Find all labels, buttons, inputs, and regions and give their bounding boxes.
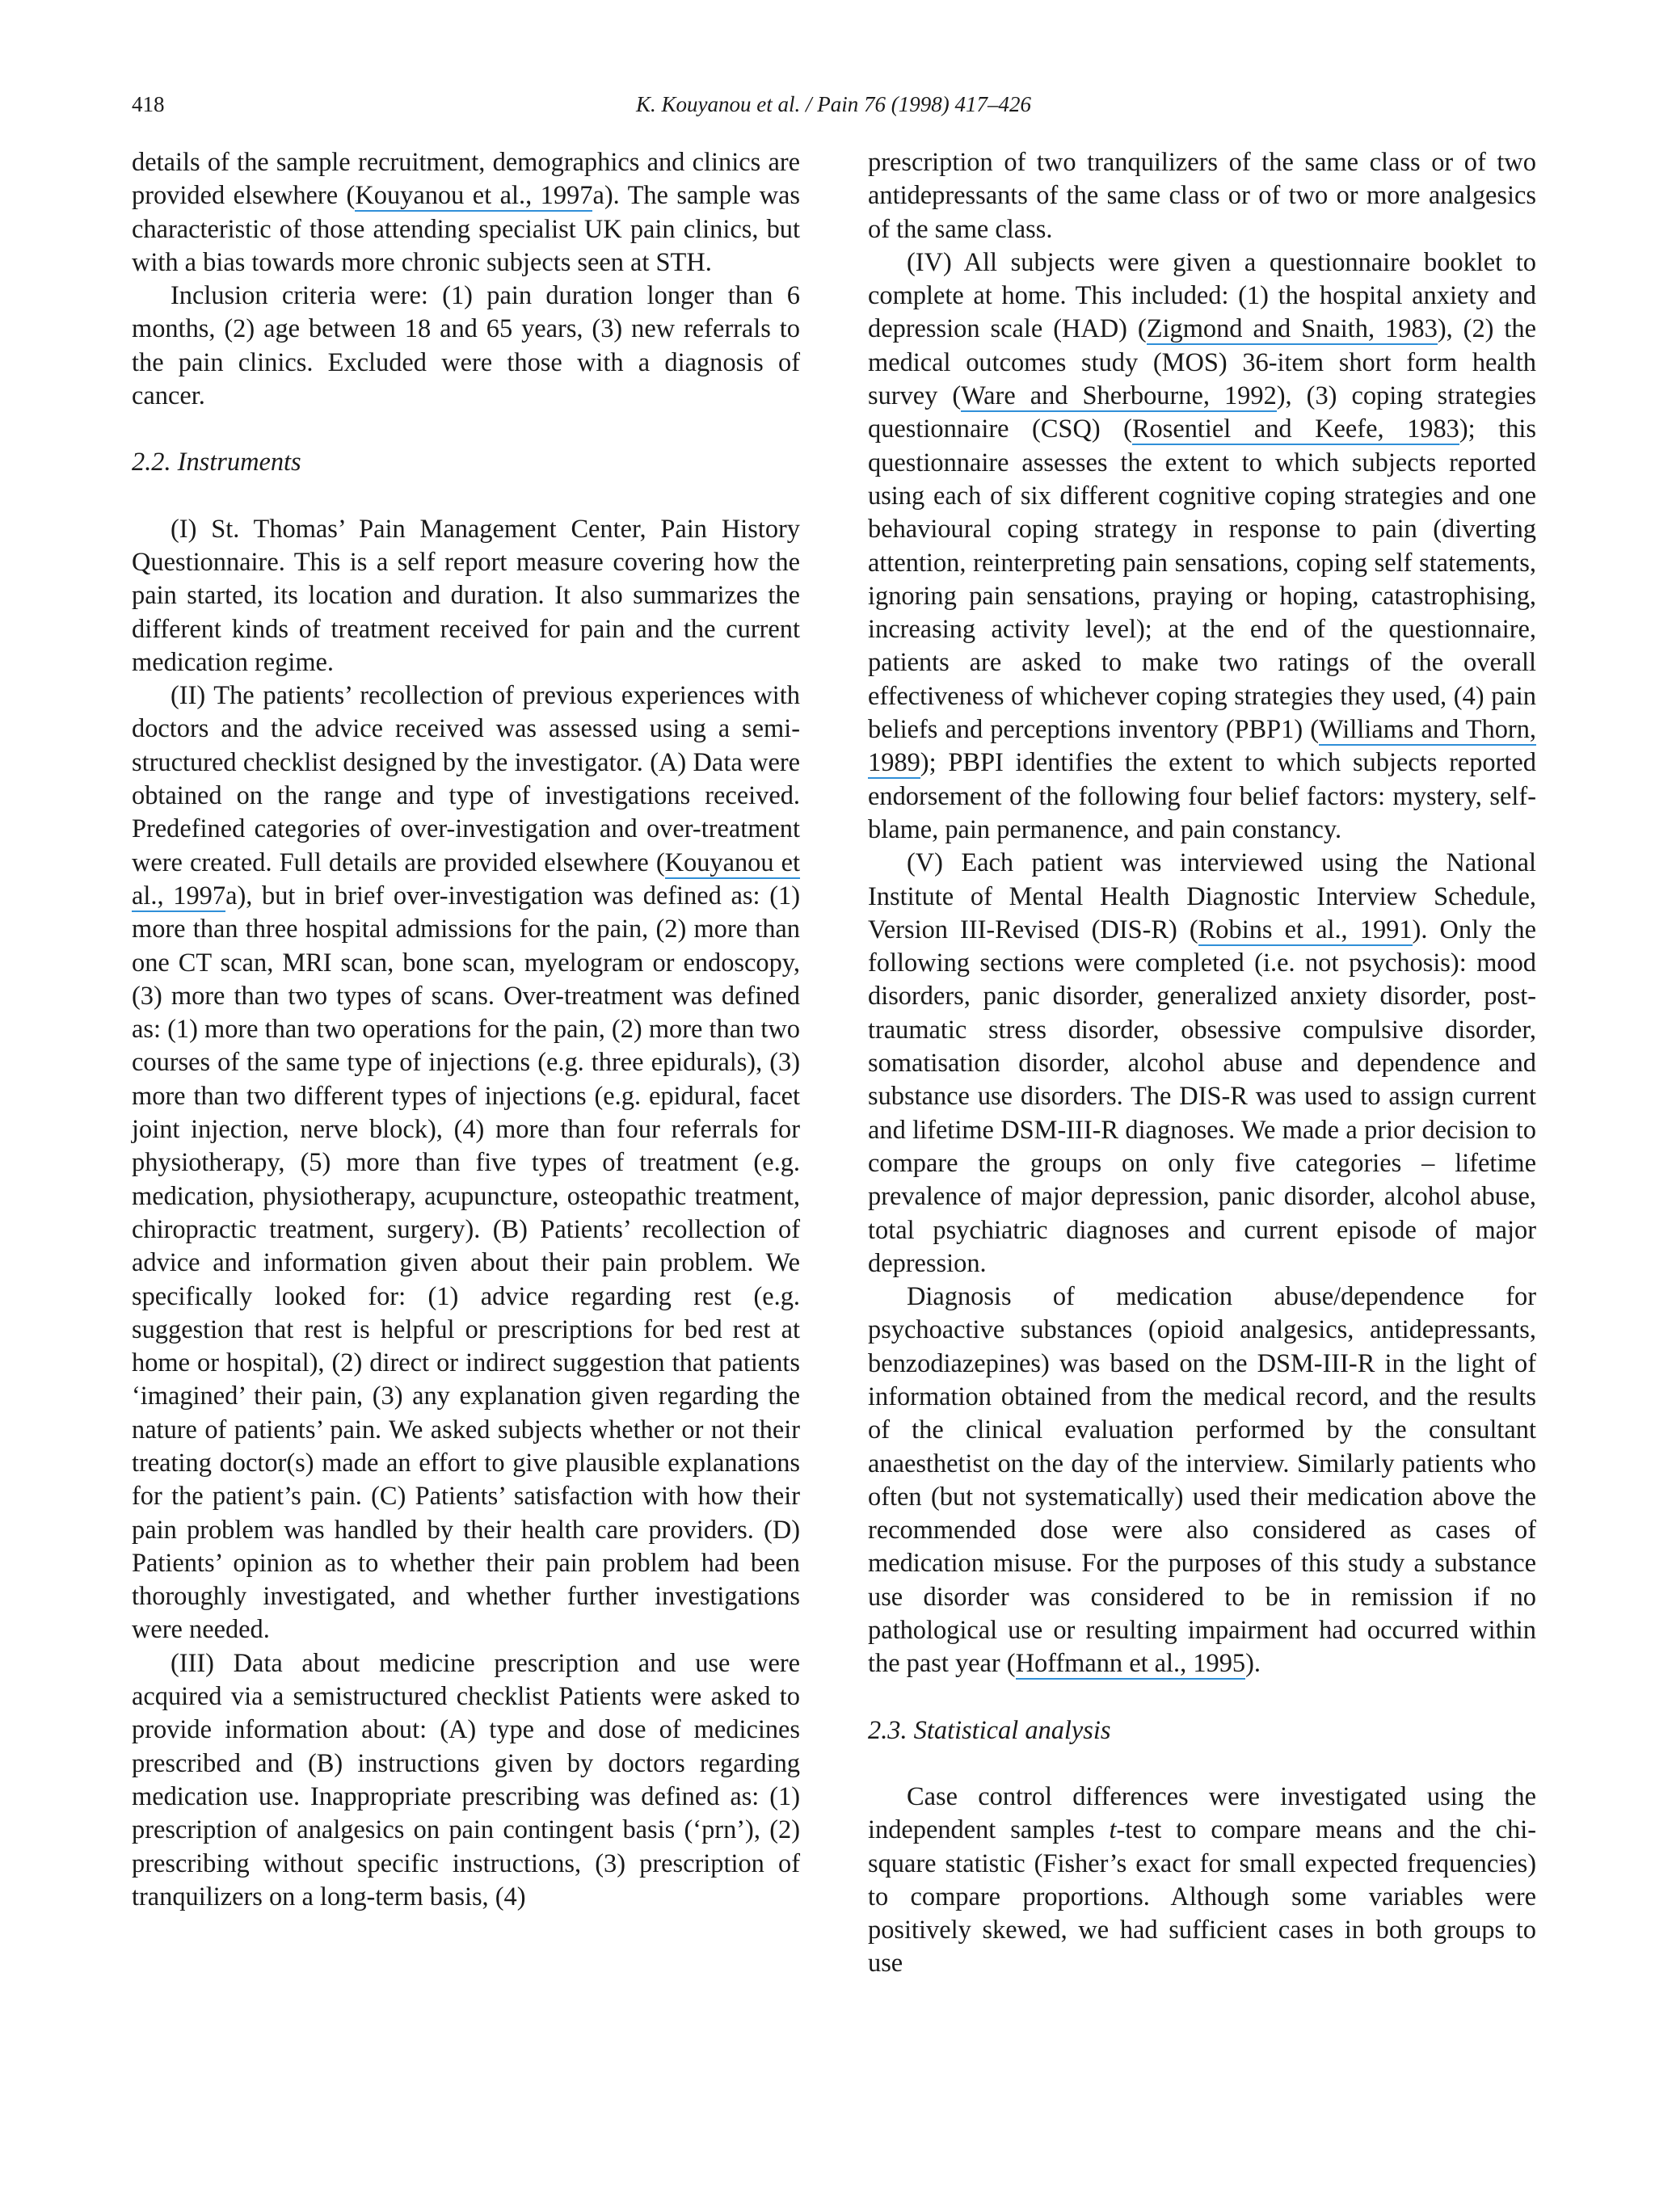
paragraph-statistics: Case control differences were investigated using the independent samples t-test to compare means and the chi-square statistic (Fisher’s exact for small expected frequencies) to compare proportions. Although some variables were positively skewed, we had sufficient cases in both groups to use: [868, 1781, 1536, 1979]
paragraph-instrument-3: (III) Data about medicine prescription and use were acquired via a semistructured checklist Patients were asked to provide information about: (A) type and dose of medicines prescribed and (B) instructions given by doctors regarding medication use. Inappropriate prescribing was defined as: (1) prescription of analgesics on pain contingent basis (‘prn’), (2) prescribing without specific instructions, (3) prescription of tranquilizers on a long-term basis, (4): [132, 1648, 800, 1911]
section-heading-instruments: 2.2. Instruments: [132, 448, 301, 477]
page-number: 418: [132, 92, 165, 116]
left-column: [132, 146, 800, 1914]
paragraph-continuation: prescription of two tranquilizers of the same class or of two antidepressants of the same class or of two or more analgesics of the same class.: [868, 148, 1536, 244]
paragraph-instrument-5: (V) Each patient was interviewed using the National Institute of Mental Health Diagnostic Interview Schedule, Version III-Revised (DIS-R) (Robins et al., 1991). Only the following sections were completed (i.e. not psychosis): mood disorders, panic disorder, generalized anxiety disorder, post-traumatic stress disorder, obsessive compulsive disorder, somatisation disorder, alcohol abuse and dependence and substance use disorders. The DIS-R was used to assign current and lifetime DSM-III-R diagnoses. We made a prior decision to compare the groups on only five categories – lifetime prevalence of major depression, panic disorder, alcohol abuse, total psychiatric diagnoses and current episode of major depression.: [868, 848, 1536, 1278]
paragraph-medication-abuse: Diagnosis of medication abuse/dependence for psychoactive substances (opioid analgesics, antidepressants, benzodiazepines) was based on the DSM-III-R in the light of information obtained from the medical record, and the results of the clinical evaluation performed by the consultant anaesthetist on the day of the interview. Similarly patients who often (but not systematically) used their medication above the recommended dose were also considered as cases of medication misuse. For the purposes of this study a substance use disorder was considered to be in remission if no pathological use or resulting impairment had occurred within the past year (Hoffmann et al., 1995).: [868, 1282, 1536, 1679]
citation-link[interactable]: Robins et al., 1991: [1198, 915, 1413, 944]
paragraph-instrument-4: (IV) All subjects were given a questionnaire booklet to complete at home. This included: (1) the hospital anxiety and depression scale (HAD) (Zigmond and Snaith, 1983), (2) the medical outcomes study (MOS) 36-item short form health survey (Ware and Sherbourne, 1992), (3) coping strategies questionnaire (CSQ) (Rosentiel and Keefe, 1983); this questionnaire assesses the extent to which subjects reported using each of six different cognitive coping strategies and one behavioural coping strategy in response to pain (diverting attention, reinterpreting pain sensations, coping self statements, ignoring pain sensations, praying or hoping, catastrophising, increasing activity level); at the end of the questionnaire, patients are asked to make two ratings of the overall effectiveness of whichever coping strategies they used, (4) pain beliefs and perceptions inventory (PBP1) (Williams and Thorn, 1989); PBPI identifies the extent to which subjects reported endorsement of the following four belief factors: mystery, self- blame, pain permanence, and pain constancy.: [868, 247, 1536, 844]
page-header: [132, 92, 1535, 124]
running-title: K. Kouyanou et al. / Pain 76 (1998) 417–426: [636, 92, 1031, 116]
right-column: [868, 146, 1536, 1981]
citation-link[interactable]: Ware and Sherbourne, 1992: [961, 381, 1277, 411]
paragraph-inclusion-criteria: Inclusion criteria were: (1) pain duration longer than 6 months, (2) age between 18 and 65 years, (3) new referrals to the pain clinics. Excluded were those with a diagnosis of cancer.: [132, 281, 800, 411]
section-heading-statistical-analysis: 2.3. Statistical analysis: [868, 1715, 1111, 1745]
citation-link[interactable]: Hoffmann et al., 1995: [1015, 1649, 1246, 1679]
citation-link[interactable]: Zigmond and Snaith, 1983: [1146, 314, 1438, 344]
paragraph-instrument-1: (I) St. Thomas’ Pain Management Center, Pain History Questionnaire. This is a self report measure covering how the pain started, its location and duration. It also summarizes the different kinds of treatment received for pain and the current medication regime.: [132, 514, 800, 677]
citation-link[interactable]: Kouyanou et al., 1997: [355, 181, 593, 211]
citation-link[interactable]: Rosentiel and Keefe, 1983: [1131, 414, 1459, 444]
citation-link[interactable]: Kouyanou et al., 1997: [132, 847, 800, 910]
paragraph-instrument-2: (II) The patients’ recollection of previous experiences with doctors and the advice received was assessed using a semi-structured checklist designed by the investigator. (A) Data were obtained on the range and type of investigations received. Predefined categories of over-investigation and over-treatment were created. Full details are provided elsewhere (Kouyanou et al., 1997a), but in brief over-investigation was defined as: (1) more than three hospital admissions for the pain, (2) more than one CT scan, MRI scan, bone scan, myelogram or endoscopy, (3) more than two types of scans. Over-treatment was defined as: (1) more than two operations for the pain, (2) more than two courses of the same type of injections (e.g. three epidurals), (3) more than two different types of injections (e.g. epidural, facet joint injection, nerve block), (4) more than four referrals for physiotherapy, (5) more than five types of treatment (e.g. medication, physiotherapy, acupuncture, osteopathic treatment, chiropractic treatment, surgery). (B) Patients’ recollection of advice and information given about their pain problem. We specifically looked for: (1) advice regarding rest (e.g. suggestion that rest is helpful or prescriptions for bed rest at home or hospital), (2) direct or indirect suggestion that patients ‘imagined’ their pain, (3) any explanation given regarding the nature of patients’ pain. We asked subjects whether or not their treating doctor(s) made an effort to give plausible explanations for the patient’s pain. (C) Patients’ satisfaction with how their pain problem was handled by their health care providers. (D) Patients’ opinion as to whether their pain problem had been thoroughly investigated, and whether further investigations were needed.: [132, 681, 800, 1645]
paragraph-sample-details: details of the sample recruitment, demographics and clinics are provided elsewhere (Kouyanou et al., 1997a). The sample was characteristic of those attending specialist UK pain clinics, but with a bias towards more chronic subjects seen at STH.: [132, 148, 800, 277]
citation-link[interactable]: Williams and Thorn, 1989: [868, 715, 1536, 778]
